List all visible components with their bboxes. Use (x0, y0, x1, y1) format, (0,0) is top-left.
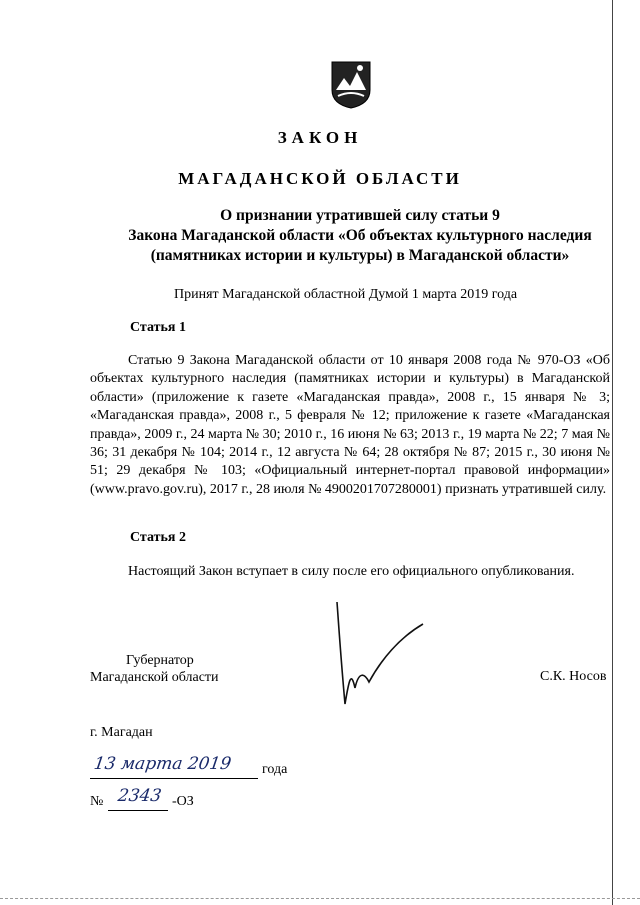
handwritten-signature (315, 600, 435, 710)
law-subtitle (80, 206, 640, 266)
handwritten-number: 2343 (116, 786, 163, 806)
article-1-text (90, 352, 610, 499)
document-title: ЗАКОН (277, 128, 363, 147)
date-suffix: года (262, 762, 288, 777)
document-issuer: МАГАДАНСКОЙ ОБЛАСТИ (178, 169, 462, 188)
subtitle-line: Закона Магаданской области «Об объектах культурного наследия (128, 227, 592, 244)
adoption-note: Принят Магаданской областной Думой 1 марта 2019 года (174, 287, 518, 302)
place-of-signing: г. Магадан (90, 725, 153, 740)
article-2-text (90, 563, 610, 581)
scan-edge-line (612, 0, 613, 905)
handwritten-date: 13 марта 2019 (92, 754, 233, 774)
subtitle-line: О признании утратившей силу статьи 9 (220, 207, 500, 224)
signatory-position-line2: Магаданской области (90, 670, 219, 685)
subtitle-line: (памятниках истории и культуры) в Магаданской области» (150, 247, 570, 264)
number-suffix: -ОЗ (172, 794, 194, 809)
number-prefix: № (90, 794, 104, 809)
scan-bottom-edge (0, 898, 640, 899)
coat-of-arms-icon (330, 60, 372, 110)
article-2-body: Настоящий Закон вступает в силу после его официального опубликования. (128, 564, 575, 579)
article-1-body: Статью 9 Закона Магаданской области от 10 января 2008 года № 970-ОЗ «Об объектах культурного наследия (памятниках истории и культуры) в Магаданской области» (приложение к газете «Магаданская правда», 2008 г., 15 января № 3; «Магаданская правда», 2008 г., 5 февраля № 12; приложение к газете «Магаданская правда», 2009 г., 24 марта № 30; 2010 г., 16 июня № 63; 2013 г., 19 марта № 22; 7 мая № 36; 31 декабря № 104; 2014 г., 12 августа № 64; 28 октября № 87; 2015 г., 30 июня № 51; 29 декабря № 103; «Официальный интернет-портал правовой информации» (www.pravo.gov.ru), 2017 г., 28 июля № 4900201707280001) признать утратившей силу. (90, 353, 610, 497)
signatory-position (90, 652, 219, 686)
article-2-heading: Статья 2 (130, 530, 186, 545)
signatory-name: С.К. Носов (540, 669, 607, 684)
signatory-position-line1: Губернатор (126, 653, 194, 668)
article-1-heading: Статья 1 (130, 320, 186, 335)
